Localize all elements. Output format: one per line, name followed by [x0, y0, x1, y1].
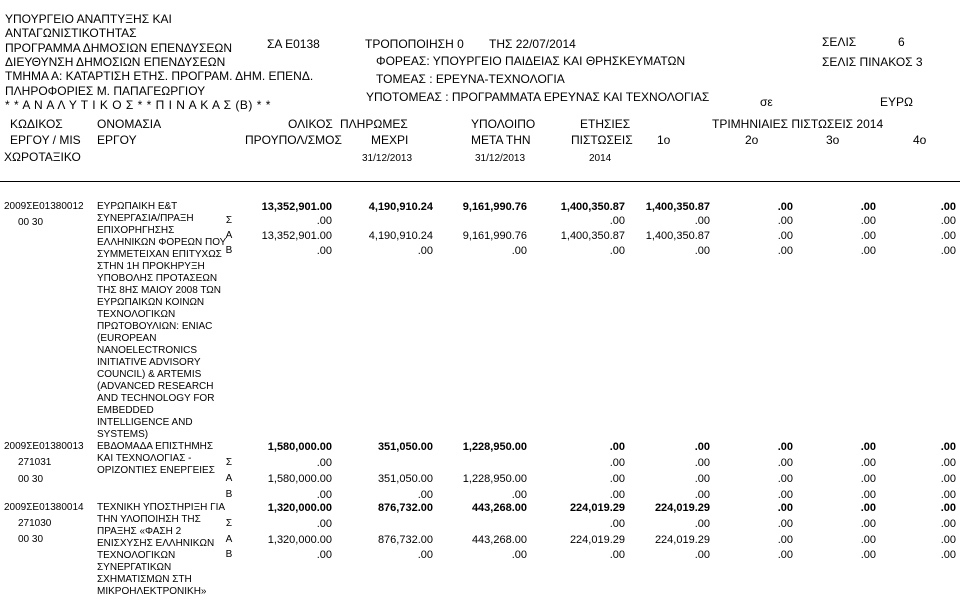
remaining-amount: 1,228,950.00 [462, 441, 527, 453]
breakdown-value: .00 [609, 489, 625, 501]
header-line: ΠΛΗΡΟΦΟΡΙΕΣ Μ. ΠΑΠΑΓΕΩΡΓΙΟΥ [5, 84, 206, 98]
project-region: 00 30 [18, 534, 44, 545]
header-line: ΑΝΤΑΓΩΝΙΣΤΙΚΟΤΗΤΑΣ [5, 26, 137, 40]
breakdown-value: .00 [860, 245, 876, 257]
col-code: ΚΩΔΙΚΟΣ [10, 117, 63, 131]
breakdown-value: 1,580,000.00 [267, 473, 332, 485]
project-region: 00 30 [18, 217, 44, 228]
breakdown-value: .00 [860, 489, 876, 501]
breakdown-value: .00 [511, 489, 527, 501]
quarter-credit: .00 [694, 441, 710, 453]
page-number: 6 [898, 35, 905, 49]
breakdown-value: .00 [777, 457, 793, 469]
breakdown-value: .00 [316, 518, 332, 530]
project-code: 2009ΣΕ01380014 [4, 502, 84, 513]
project-region: 00 30 [18, 474, 44, 485]
breakdown-value: .00 [417, 245, 433, 257]
project-description: ΕΒΔΟΜΑΔΑ ΕΠΙΣΤΗΜΗΣ ΚΑΙ ΤΕΧΝΟΛΟΓΙΑΣ - ΟΡΙΖΟΝΤΙΕΣ ΕΝΕΡΓΕΙΕΣ [97, 441, 215, 476]
breakdown-label: Α [225, 534, 233, 545]
breakdown-value: .00 [777, 549, 793, 561]
total-budget: 13,352,901.00 [261, 201, 332, 213]
breakdown-value: 224,019.29 [654, 534, 710, 546]
col-name: ΟΝΟΜΑΣΙΑ [97, 117, 162, 131]
col-annual: ΠΙΣΤΩΣΕΙΣ [571, 133, 633, 147]
quarter-credit: .00 [777, 441, 793, 453]
breakdown-value: .00 [860, 534, 876, 546]
remaining-amount: 443,268.00 [471, 502, 527, 514]
breakdown-value: .00 [694, 215, 710, 227]
project-description: ΤΕΧΝΙΚΗ ΥΠΟΣΤΗΡΙΞΗ ΓΙΑ ΤΗΝ ΥΛΟΠΟΙΗΣΗ ΤΗΣ ΠΡΑΞΗΣ «ΦΑΣΗ 2 ΕΝΙΣΧΥΣΗΣ ΕΛΛΗΝΙΚΩΝ ΤΕΧΝΟΛΟΓΙΚΩΝ ΣΥΝΕΡΓΑΤΙΚΩΝ ΣΧΗΜΑΤΙΣΜΩΝ ΣΤΗ ΜΙΚΡΟΗΛΕΚΤΡΟΝΙΚΗ» [97, 502, 225, 597]
breakdown-value: .00 [694, 518, 710, 530]
breakdown-value: .00 [940, 457, 956, 469]
breakdown-value: 4,190,910.24 [368, 230, 433, 242]
breakdown-value: .00 [940, 215, 956, 227]
quarter-credit: 224,019.29 [654, 502, 710, 514]
breakdown-value: .00 [777, 215, 793, 227]
breakdown-value: 13,352,901.00 [261, 230, 332, 242]
project-mis: 271030 [18, 518, 52, 529]
breakdown-value: 443,268.00 [471, 534, 527, 546]
breakdown-value: .00 [940, 534, 956, 546]
col-quarter: 1ο [657, 133, 671, 147]
col-remaining: ΥΠΟΛΟΙΠΟ [471, 117, 536, 131]
header-line: ΔΙΕΥΘΥΝΣΗ ΔΗΜΟΣΙΩΝ ΕΠΕΝΔΥΣΕΩΝ [5, 55, 226, 69]
breakdown-value: 1,320,000.00 [267, 534, 332, 546]
col-code: ΕΡΓΟΥ / MIS [10, 133, 81, 147]
breakdown-label: Σ [225, 457, 233, 468]
breakdown-value: 9,161,990.76 [462, 230, 527, 242]
quarter-credit: .00 [860, 502, 876, 514]
col-quarter: 2ο [745, 133, 759, 147]
breakdown-value: 876,732.00 [377, 534, 433, 546]
project-description: ΕΥΡΩΠΑΙΚΗ Ε&Τ ΣΥΝΕΡΓΑΣΙΑ/ΠΡΑΞΗ ΕΠΙΧΟΡΗΓΗΣΗΣ ΕΛΛΗΝΙΚΩΝ ΦΟΡΕΩΝ ΠΟΥ ΣΥΜΜΕΤΕΙΧΑΝ ΕΠΙΤΥΧΩΣ ΣΤΗΝ 1Η ΠΡΟΚΗΡΥΞΗ ΥΠΟΒΟΛΗΣ ΠΡΟΤΑΣΕΩΝ ΤΗΣ 8ΗΣ ΜΑΙΟΥ 2008 ΤΩΝ ΕΥΡΩΠΑΙΚΩΝ ΚΟΙΝΩΝ ΤΕΧΝΟΛΟΓΙΚΩΝ ΠΡΩΤΟΒΟΥΛΙΩΝ: ENIAC (EUROPEAN NANOELECTRONICS INITIATIVE ADVISORY COUNCIL) & ARTEMIS (ADVANCED RESEARCH AND TECHNOLOGY FOR EMBEDDED INTELLIGENCE AND SYSTEMS) [97, 201, 227, 440]
breakdown-label: Σ [225, 518, 233, 529]
breakdown-value: .00 [694, 245, 710, 257]
annual-credit: 1,400,350.87 [560, 201, 625, 213]
breakdown-value: .00 [940, 473, 956, 485]
col-paid: ΜΕΧΡΙ [371, 133, 409, 147]
units-label: ΕΥΡΩ [880, 95, 913, 109]
col-annual: 2014 [589, 153, 612, 164]
col-code: ΧΩΡΟΤΑΞΙΚΟ [4, 150, 81, 164]
col-paid: ΠΛΗΡΩΜΕΣ [340, 117, 408, 131]
quarter-credit: .00 [777, 502, 793, 514]
col-quarter: 4ο [913, 133, 927, 147]
breakdown-value: .00 [777, 473, 793, 485]
project-mis: 271031 [18, 457, 52, 468]
col-total-budget: ΠΡΟΥΠΟΛ/ΣΜΟΣ [245, 133, 342, 147]
modification-number: ΤΡΟΠΟΠΟΙΗΣΗ 0 [365, 37, 464, 51]
paid-amount: 876,732.00 [377, 502, 433, 514]
breakdown-value: .00 [609, 473, 625, 485]
paid-amount: 4,190,910.24 [368, 201, 433, 213]
total-budget: 1,580,000.00 [267, 441, 332, 453]
breakdown-value: .00 [777, 489, 793, 501]
analytic-table-title: * * Α Ν Α Λ Υ Τ Ι Κ Ο Σ * * Π Ι Ν Α Κ Α Σ (Β) * * [5, 98, 271, 112]
breakdown-value: .00 [860, 473, 876, 485]
tomeas: ΤΟΜΕΑΣ : ΕΡΕΥΝΑ-ΤΕΧΝΟΛΟΓΙΑ [376, 72, 565, 86]
breakdown-value: .00 [316, 489, 332, 501]
sa-code: ΣΑ Ε0138 [267, 37, 320, 51]
breakdown-value: .00 [777, 534, 793, 546]
breakdown-value: 1,400,350.87 [645, 230, 710, 242]
breakdown-value: .00 [777, 245, 793, 257]
units-prefix: σε [760, 95, 773, 109]
col-total-budget: ΟΛΙΚΟΣ [288, 117, 333, 131]
total-budget: 1,320,000.00 [267, 502, 332, 514]
breakdown-label: Β [225, 245, 233, 256]
breakdown-value: .00 [940, 549, 956, 561]
breakdown-label: Α [225, 473, 233, 484]
breakdown-value: .00 [609, 457, 625, 469]
breakdown-value: .00 [417, 549, 433, 561]
breakdown-label: Α [225, 230, 233, 241]
col-name: ΕΡΓΟΥ [97, 133, 137, 147]
quarter-credit: .00 [860, 441, 876, 453]
breakdown-label: Β [225, 489, 233, 500]
breakdown-label: Β [225, 549, 233, 560]
breakdown-value: .00 [609, 518, 625, 530]
breakdown-value: 1,228,950.00 [462, 473, 527, 485]
foreas: ΦΟΡΕΑΣ: ΥΠΟΥΡΓΕΙΟ ΠΑΙΔΕΙΑΣ ΚΑΙ ΘΡΗΣΚΕΥΜΑΤΩΝ [376, 54, 686, 68]
col-quarterly-title: ΤΡΙΜΗΝΙΑΙΕΣ ΠΙΣΤΩΣΕΙΣ 2014 [712, 117, 884, 131]
breakdown-value: .00 [316, 215, 332, 227]
quarter-credit: 1,400,350.87 [645, 201, 710, 213]
paid-amount: 351,050.00 [377, 441, 433, 453]
quarter-credit: .00 [940, 441, 956, 453]
breakdown-value: .00 [940, 230, 956, 242]
breakdown-value: .00 [694, 489, 710, 501]
breakdown-value: .00 [777, 518, 793, 530]
breakdown-value: .00 [609, 245, 625, 257]
breakdown-value: 351,050.00 [377, 473, 433, 485]
breakdown-value: .00 [860, 215, 876, 227]
annual-credit: 224,019.29 [569, 502, 625, 514]
breakdown-value: .00 [316, 245, 332, 257]
quarter-credit: .00 [860, 201, 876, 213]
table-page: ΣΕΛΙΣ ΠΙΝΑΚΟΣ 3 [822, 55, 923, 69]
quarter-credit: .00 [777, 201, 793, 213]
breakdown-value: .00 [609, 215, 625, 227]
header-line: ΠΡΟΓΡΑΜΜΑ ΔΗΜΟΣΙΩΝ ΕΠΕΝΔΥΣΕΩΝ [5, 41, 232, 55]
breakdown-value: .00 [860, 549, 876, 561]
col-remaining: 31/12/2013 [475, 153, 526, 164]
col-annual: ΕΤΗΣΙΕΣ [580, 117, 631, 131]
breakdown-value: .00 [860, 457, 876, 469]
header-line: ΥΠΟΥΡΓΕΙΟ ΑΝΑΠΤΥΞΗΣ ΚΑΙ [5, 12, 172, 26]
header-divider [0, 181, 960, 182]
breakdown-value: .00 [609, 549, 625, 561]
breakdown-value: .00 [694, 549, 710, 561]
breakdown-value: .00 [417, 489, 433, 501]
breakdown-value: .00 [316, 457, 332, 469]
header-line: ΤΜΗΜΑ Α: ΚΑΤΑΡΤΙΣΗ ΕΤΗΣ. ΠΡΟΓΡΑΜ. ΔΗΜ. ΕΠΕΝΔ. [5, 69, 314, 83]
project-code: 2009ΣΕ01380012 [4, 201, 84, 212]
modification-date: ΤΗΣ 22/07/2014 [489, 37, 576, 51]
breakdown-value: .00 [694, 457, 710, 469]
breakdown-value: .00 [694, 473, 710, 485]
breakdown-label: Σ [225, 215, 233, 226]
breakdown-value: .00 [777, 230, 793, 242]
breakdown-value: .00 [316, 549, 332, 561]
breakdown-value: .00 [940, 489, 956, 501]
col-quarter: 3ο [826, 133, 840, 147]
page-label: ΣΕΛΙΣ [822, 35, 857, 49]
annual-credit: .00 [609, 441, 625, 453]
breakdown-value: .00 [511, 549, 527, 561]
col-paid: 31/12/2013 [362, 153, 413, 164]
project-code: 2009ΣΕ01380013 [4, 441, 84, 452]
breakdown-value: .00 [511, 245, 527, 257]
breakdown-value: .00 [940, 245, 956, 257]
col-remaining: ΜΕΤΑ ΤΗΝ [471, 133, 531, 147]
quarter-credit: .00 [940, 201, 956, 213]
breakdown-value: 1,400,350.87 [560, 230, 625, 242]
breakdown-value: 224,019.29 [569, 534, 625, 546]
remaining-amount: 9,161,990.76 [462, 201, 527, 213]
ypotomeas: ΥΠΟΤΟΜΕΑΣ : ΠΡΟΓΡΑΜΜΑΤΑ ΕΡΕΥΝΑΣ ΚΑΙ ΤΕΧΝΟΛΟΓΙΑΣ [366, 90, 710, 104]
breakdown-value: .00 [940, 518, 956, 530]
quarter-credit: .00 [940, 502, 956, 514]
breakdown-value: .00 [860, 518, 876, 530]
breakdown-value: .00 [860, 230, 876, 242]
